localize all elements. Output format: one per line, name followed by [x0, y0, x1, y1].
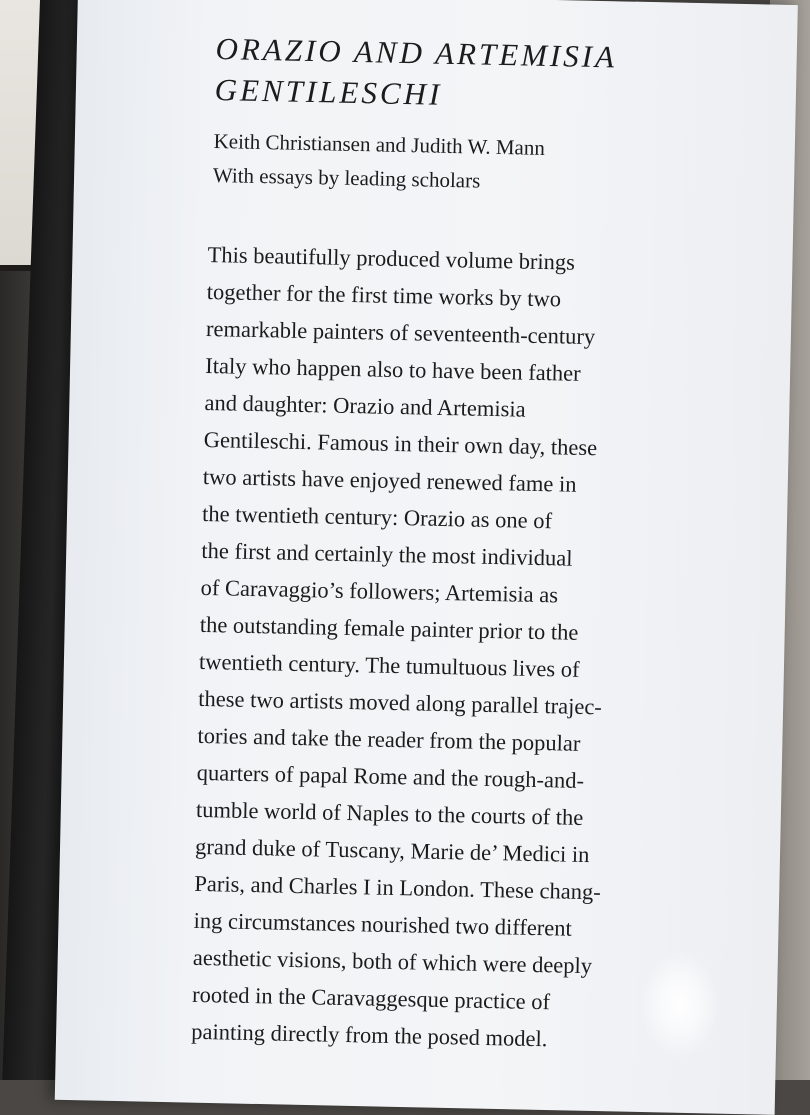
description-line: aesthetic visions, both of which were deeply — [192, 944, 593, 979]
description-line: This beautifully produced volume brings — [207, 241, 576, 275]
description-line: Gentileschi. Famous in their own day, these — [203, 426, 598, 461]
book-description — [191, 236, 718, 1061]
description-line: tories and take the reader from the popular — [197, 722, 581, 756]
description-line: tumble world of Naples to the courts of the — [195, 796, 584, 830]
description-line: these two artists moved along parallel trajec- — [198, 685, 603, 720]
description-line: and daughter: Orazio and Artemisia — [204, 389, 526, 422]
book-title-line-2: GENTILESCHI — [214, 71, 443, 112]
description-line: Paris, and Charles I in London. These chang- — [194, 870, 601, 905]
description-line: Italy who happen also to have been father — [205, 352, 581, 386]
description-line: the twentieth century: Orazio as one of — [201, 500, 553, 534]
description-line: ing circumstances nourished two different — [193, 907, 573, 941]
authors-line: Keith Christiansen and Judith W. Mann — [213, 128, 546, 160]
jacket-text — [118, 28, 718, 1050]
book-authors — [213, 124, 718, 203]
description-line: of Caravaggio’s followers; Artemisia as — [200, 574, 559, 608]
description-line: grand duke of Tuscany, Marie de’ Medici in — [194, 833, 590, 868]
description-line: quarters of papal Rome and the rough-and- — [196, 759, 585, 793]
description-line: together for the first time works by two — [206, 278, 562, 312]
essays-line: With essays by leading scholars — [212, 162, 481, 193]
book-title — [214, 28, 718, 120]
description-line: the outstanding female painter prior to the — [199, 611, 579, 645]
description-line: two artists have enjoyed renewed fame in — [202, 463, 577, 497]
description-line: remarkable painters of seventeenth-century — [205, 315, 596, 350]
description-line: rooted in the Caravaggesque practice of — [191, 981, 551, 1015]
description-line: twentieth century. The tumultuous lives of — [198, 648, 580, 682]
book-title-line-1: ORAZIO AND ARTEMISIA — [215, 30, 618, 75]
description-line: the first and certainly the most individual — [201, 537, 573, 571]
description-line: painting directly from the posed model. — [191, 1018, 548, 1052]
